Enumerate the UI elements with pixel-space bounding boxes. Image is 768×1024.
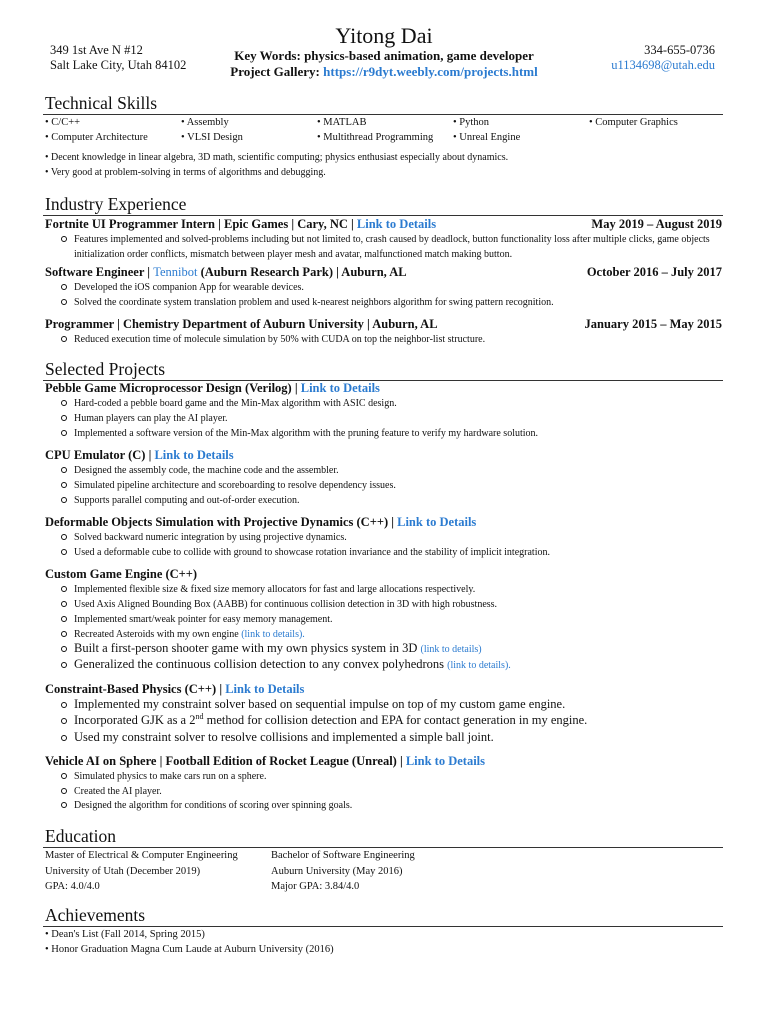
bullet-icon	[61, 236, 67, 242]
bullet-icon	[61, 336, 67, 342]
bullet-item	[58, 478, 718, 493]
bullet-icon	[61, 430, 67, 436]
project-title-text: CPU Emulator (C) |	[45, 448, 155, 462]
details-link[interactable]: Link to Details	[356, 217, 437, 231]
email-link[interactable]: u1134698@utah.edu	[611, 58, 715, 72]
degree-line: Master of Electrical & Computer Engineering	[45, 850, 238, 861]
skill-item: • VLSI Design	[181, 132, 243, 143]
project-title	[45, 448, 722, 463]
project-title-text: Deformable Objects Simulation with Projective Dynamics (C++) |	[45, 515, 398, 529]
bullet-item	[58, 545, 718, 560]
bullet-icon	[61, 646, 67, 652]
address-line-2: Salt Lake City, Utah 84102	[50, 58, 187, 72]
bullet-icon	[61, 773, 67, 779]
project-title-text: Pebble Game Microprocessor Design (Verilog) |	[45, 381, 301, 395]
skill-item	[589, 130, 725, 145]
details-link[interactable]: Link to Details	[225, 682, 305, 696]
keywords: Key Words: physics-based animation, game developer	[234, 48, 534, 63]
bullet-item	[58, 713, 718, 728]
bullet-text: Simulated pipeline architecture and scoreboarding to resolve dependency issues.	[74, 480, 396, 491]
skill-item: • Unreal Engine	[453, 132, 521, 143]
bullet-item	[58, 730, 718, 745]
job-title-text: Software Engineer |	[45, 265, 154, 279]
bullet-icon	[61, 467, 67, 473]
skill-item: • Python	[453, 117, 490, 128]
candidate-name: Yitong Dai	[335, 23, 433, 48]
bullet-text: Simulated physics to make cars run on a sphere.	[74, 771, 267, 782]
bullet-text: Implemented smart/weak pointer for easy memory management.	[74, 614, 333, 625]
bullet-text: Incorporated GJK as a 2	[74, 713, 196, 727]
bullet-text: Designed the assembly code, the machine code and the assembler.	[74, 465, 339, 476]
school-line: University of Utah (December 2019)	[45, 865, 201, 877]
details-link[interactable]: (link to details)	[420, 644, 482, 655]
project-title-text: Constraint-Based Physics (C++) |	[45, 682, 226, 696]
job-title	[45, 317, 722, 332]
bullet-icon	[61, 662, 67, 668]
address-line-1: 349 1st Ave N #12	[50, 43, 143, 57]
project-gallery	[200, 64, 568, 80]
section-title-experience: Industry Experience	[45, 194, 187, 214]
job-title	[45, 265, 722, 280]
job-dates: October 2016 – July 2017	[586, 265, 722, 279]
bullet-item	[58, 784, 718, 799]
job-title	[45, 217, 722, 232]
bullet-item	[58, 627, 718, 642]
bullet-item	[58, 769, 718, 784]
bullet-text: Generalized the continuous collision detection to any convex polyhedrons	[74, 657, 448, 671]
address-block	[50, 43, 186, 73]
skill-item: • MATLAB	[317, 117, 367, 128]
bullet-icon	[61, 400, 67, 406]
bullet-text: Hard-coded a pebble board game and the Min-Max algorithm with ASIC design.	[74, 398, 397, 409]
bullet-icon	[61, 718, 67, 724]
details-link[interactable]: Link to Details	[300, 381, 380, 395]
achievement-item: • Dean's List (Fall 2014, Spring 2015)	[45, 929, 205, 940]
bullet-text: Implemented a software version of the Min-Max algorithm with the pruning feature to verify my hardware solution.	[74, 428, 539, 439]
skill-item: • Multithread Programming	[317, 132, 434, 143]
project-title	[45, 515, 722, 530]
bullet-text: Built a first-person shooter game with my own physics system in 3D	[74, 641, 421, 655]
bullet-item	[58, 641, 718, 657]
details-link[interactable]: (link to details).	[241, 629, 305, 640]
bullet-item	[58, 280, 718, 295]
education-column	[271, 848, 497, 895]
phone: 334-655-0736	[644, 43, 715, 57]
skills-note: • Very good at problem-solving in terms of algorithms and debugging.	[45, 167, 326, 178]
bullet-icon	[61, 534, 67, 540]
skills-note: • Decent knowledge in linear algebra, 3D math, scientific computing; physics enthusiast especially about dynamics.	[45, 152, 509, 163]
job-title-text: Fortnite UI Programmer Intern | Epic Games | Cary, NC |	[45, 217, 357, 231]
gallery-label: Project Gallery:	[230, 64, 324, 79]
project-title-text: Custom Game Engine (C++)	[45, 567, 198, 581]
bullet-icon	[61, 601, 67, 607]
bullet-item	[58, 426, 718, 441]
details-link[interactable]: Link to Details	[154, 448, 234, 462]
bullet-icon	[61, 497, 67, 503]
achievement-item: • Honor Graduation Magna Cum Laude at Auburn University (2016)	[45, 944, 334, 955]
bullet-icon	[61, 802, 67, 808]
bullet-item	[58, 582, 718, 597]
bullet-text: Reduced execution time of molecule simulation by 50% with CUDA on top the neighbor-list structure.	[74, 334, 486, 345]
company-link[interactable]: Tennibot	[153, 265, 198, 279]
bullet-item	[58, 295, 718, 310]
section-title-achievements: Achievements	[45, 905, 146, 925]
bullet-icon	[61, 702, 67, 708]
bullet-icon	[61, 549, 67, 555]
project-title	[45, 682, 722, 697]
skill-item: • C/C++	[45, 117, 81, 128]
bullet-icon	[61, 788, 67, 794]
bullet-item	[58, 612, 718, 627]
bullet-text: Used Axis Aligned Bounding Box (AABB) for continuous collision detection in 3D with high robustness.	[74, 599, 498, 610]
degree-line: Bachelor of Software Engineering	[271, 850, 415, 861]
project-title	[45, 567, 722, 582]
bullet-icon	[61, 586, 67, 592]
skill-item: • Computer Graphics	[589, 117, 678, 128]
bullet-item	[58, 396, 718, 411]
skill-item: • Computer Architecture	[45, 132, 148, 143]
bullet-icon	[61, 415, 67, 421]
bullet-item	[58, 597, 718, 612]
bullet-item	[58, 493, 718, 508]
bullet-item	[58, 657, 718, 673]
job-title-text: Programmer | Chemistry Department of Auburn University | Auburn, AL	[45, 317, 438, 331]
bullet-text: Created the AI player.	[74, 786, 162, 797]
bullet-text: Implemented my constraint solver based on sequential impulse on top of my custom game engine.	[74, 697, 566, 711]
bullet-icon	[61, 631, 67, 637]
gpa-line: Major GPA: 3.84/4.0	[271, 881, 360, 892]
gallery-link[interactable]: https://r9dyt.weebly.com/projects.html	[323, 64, 538, 79]
contact-block	[611, 43, 715, 73]
job-dates: May 2019 – August 2019	[591, 217, 722, 231]
section-title-projects: Selected Projects	[45, 359, 166, 379]
skill-item: • Assembly	[181, 117, 229, 128]
bullet-item	[58, 697, 718, 712]
job-dates: January 2015 – May 2015	[584, 317, 722, 331]
section-title-education: Education	[45, 826, 116, 846]
bullet-text: Supports parallel computing and out-of-order execution.	[74, 495, 300, 506]
bullet-text: Developed the iOS companion App for wearable devices.	[74, 282, 304, 293]
project-title-text: Vehicle AI on Sphere | Football Edition of Rocket League (Unreal) |	[45, 754, 406, 768]
school-line: Auburn University (May 2016)	[271, 865, 403, 877]
bullet-icon	[61, 735, 67, 741]
project-title	[45, 381, 722, 396]
details-link[interactable]: (link to details).	[447, 660, 511, 671]
bullet-text: Features implemented and solved-problems including but not limited to, crash caused by deadlock, button functionality loss after multiple clicks, game objects initialization order conflicts, mismatch between player mesh and avatar, malfunctioned match making button.	[74, 234, 710, 260]
bullet-text: Solved backward numeric integration by using projective dynamics.	[74, 532, 347, 543]
bullet-item	[58, 530, 718, 545]
bullet-text: method for collision detection and EPA for contact generation in my engine.	[203, 713, 588, 727]
section-rule	[43, 215, 723, 216]
bullet-item	[58, 798, 718, 813]
bullet-item	[58, 411, 718, 426]
superscript: nd	[195, 711, 204, 721]
bullet-text: Implemented flexible size & fixed size memory allocators for fast and large allocations respectively.	[74, 584, 476, 595]
education-block	[45, 848, 497, 895]
details-link[interactable]: Link to Details	[397, 515, 477, 529]
bullet-icon	[61, 482, 67, 488]
project-title	[45, 754, 722, 769]
bullet-item	[58, 463, 718, 478]
bullet-icon	[61, 616, 67, 622]
bullet-text: Solved the coordinate system translation problem and used k-nearest neighbors algorithm for swing pattern recognition.	[74, 297, 554, 308]
bullet-text: Used a deformable cube to collide with ground to showcase rotation invariance and the stability of implicit integration.	[74, 547, 550, 558]
education-column	[45, 848, 271, 895]
bullet-item	[58, 332, 718, 347]
skills-grid	[45, 115, 725, 145]
bullet-text: Recreated Asteroids with my own engine	[74, 629, 242, 640]
bullet-icon	[61, 299, 67, 305]
header-center	[200, 24, 568, 80]
job-title-text: (Auburn Research Park) | Auburn, AL	[197, 265, 407, 279]
bullet-text: Designed the algorithm for conditions of scoring over spinning goals.	[74, 800, 353, 811]
bullet-item	[58, 232, 718, 262]
bullet-icon	[61, 284, 67, 290]
bullet-text: Human players can play the AI player.	[74, 413, 228, 424]
section-title-skills: Technical Skills	[45, 93, 158, 113]
details-link[interactable]: Link to Details	[405, 754, 486, 768]
bullet-text: Used my constraint solver to resolve collisions and implemented a simple ball joint.	[74, 730, 494, 744]
gpa-line: GPA: 4.0/4.0	[45, 881, 100, 892]
